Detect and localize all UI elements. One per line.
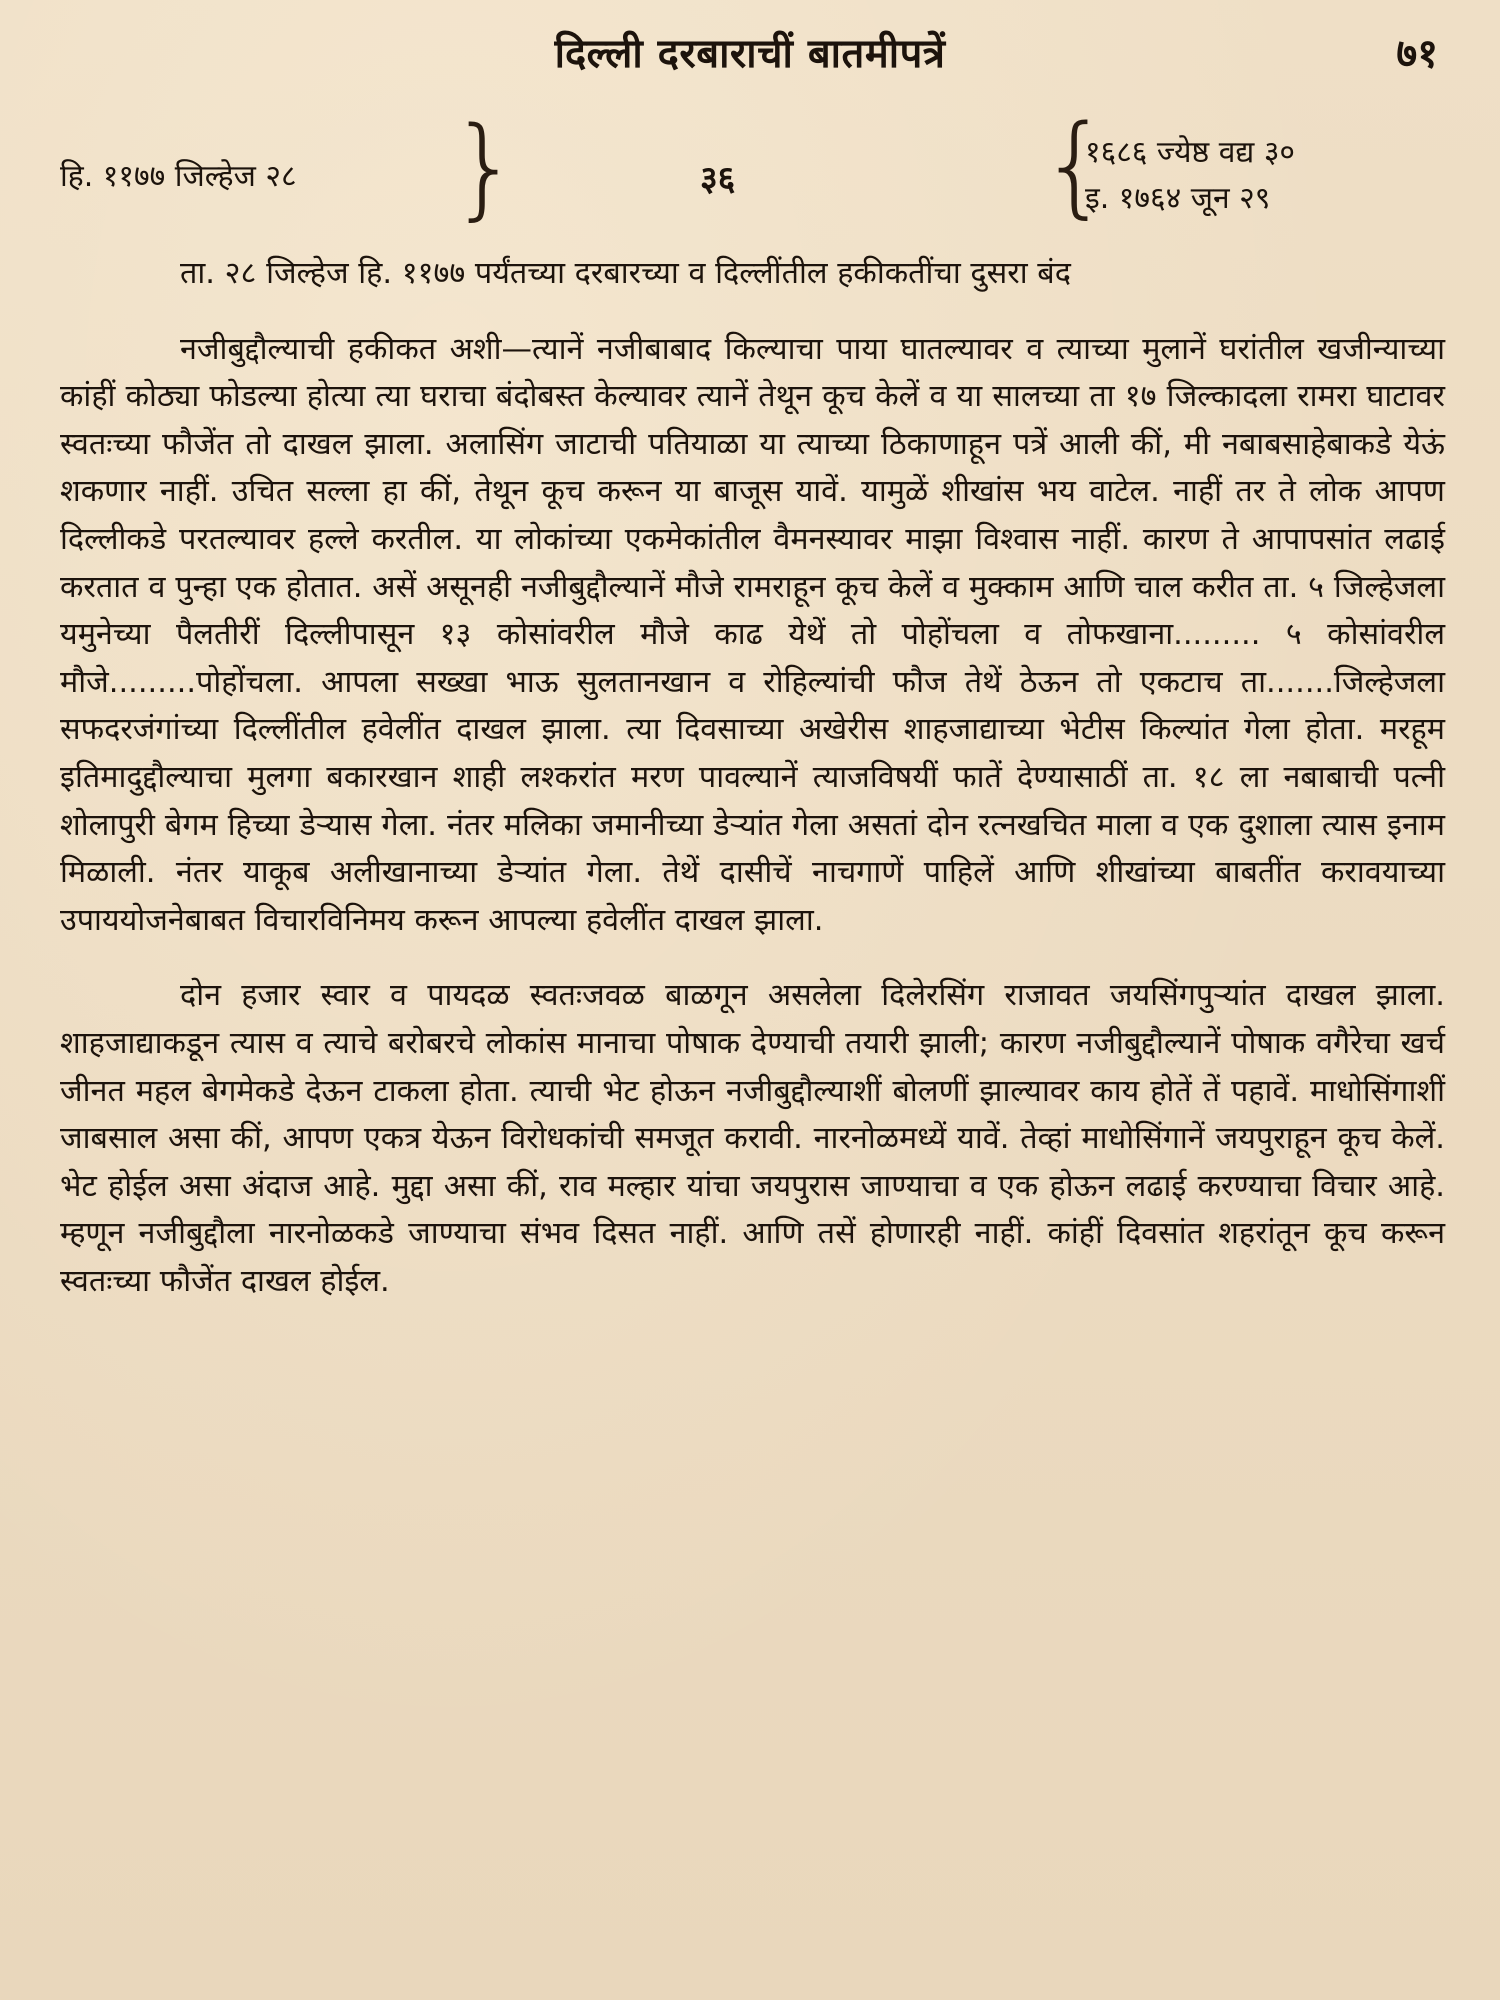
closing-brace-icon: } (450, 103, 520, 231)
running-title: दिल्ली दरबाराचीं बातमीपत्रें (554, 31, 946, 77)
hijri-date: हि. ११७७ जिल्हेज २८ (60, 159, 297, 194)
page-number: ७१ (1396, 31, 1438, 77)
alternate-dates (1085, 130, 1295, 222)
letter-heading-paragraph: ता. २८ जिल्हेज हि. ११७७ पर्यंतच्या दरबारच्या व दिल्लींतील हकीकतींचा दुसरा बंद (180, 256, 1071, 291)
page-header (0, 18, 1500, 78)
opening-brace-icon: { (1040, 101, 1110, 229)
letter-dateline (0, 101, 1500, 231)
letter-number: ३६ (700, 159, 736, 199)
ad-date: इ. १७६४ जून २९ (1085, 181, 1271, 216)
body-paragraph: नजीबुद्दौल्याची हकीकत अशी—त्यानें नजीबाबाद किल्याचा पाया घातल्यावर व त्याच्या मुलानें घरांतील खजीन्याच्या कांहीं कोठ्या फोडल्या होत्या त्या घराचा बंदोबस्त केल्यावर त्यानें तेथून कूच केलें व या सालच्या ता १७ जिल्कादला रामरा घाटावर स्वतःच्या फौजेंत तो दाखल झाला. अलासिंग जाटाची पतियाळा या त्याच्या ठिकाणाहून पत्रें आली कीं, मी नबाबसाहेबाकडे येऊं शकणार नाहीं. उचित सल्ला हा कीं, तेथून कूच करून या बाजूस यावें. यामुळें शीखांस भय वाटेल. नाहीं तर ते लोक आपण दिल्लीकडे परतल्यावर हल्ले करतील. या लोकांच्या एकमेकांतील वैमनस्यावर माझा विश्वास नाहीं. कारण ते आपापसांत लढाई करतात व पुन्हा एक होतात. असें असूनही नजीबुद्दौल्यानें मौजे रामराहून कूच केलें व मुक्काम आणि चाल करीत ता. ५ जिल्हेजला यमुनेच्या पैलतीरीं दिल्लीपासून १३ कोसांवरील मौजे काढ येथें तो पोहोंचला व तोफखाना......... ५ कोसांवरील मौजे.........पोहोंचला. आपला सख्खा भाऊ सुलतानखान व रोहिल्यांची फौज तेथें ठेऊन तो एकटाच ता.......जिल्हेजला सफदरजंगांच्या दिल्लींतील हवेलींत दाखल झाला. त्या दिवसाच्या अखेरीस शाहजाद्याच्या भेटीस किल्यांत गेला होता. मरहूम इतिमादुद्दौल्याचा मुलगा बकारखान शाही लश्करांत मरण पावल्यानें त्याजविषयीं फातें देण्यासाठीं ता. १८ ला नबाबाची पत्नी शोलापुरी बेगम हिच्या डेऱ्यास गेला. नंतर मलिका जमानीच्या डेऱ्यांत गेला असतां दोन रत्नखचित माला व एक दुशाला त्यास इनाम मिळाली. नंतर याकूब अलीखानाच्या डेऱ्यांत गेला. तेथें दासीचें नाचगाणें पाहिलें आणि शीखांच्या बाबतींत करावयाच्या उपाययोजनेबाबत विचारविनिमय करून आपल्या हवेलींत दाखल झाला. (60, 331, 1445, 938)
letter-body (60, 250, 1445, 1305)
shaka-date: १६८६ ज्येष्ठ वद्य ३० (1085, 135, 1296, 170)
body-paragraph: दोन हजार स्वार व पायदळ स्वतःजवळ बाळगून असलेला दिलेरसिंग राजावत जयसिंगपुऱ्यांत दाखल झाला. शाहजाद्याकडून त्यास व त्याचे बरोबरचे लोकांस मानाचा पोषाक देण्याची तयारी झाली; कारण नजीबुद्दौल्यानें पोषाक वगैरेचा खर्च जीनत महल बेगमेकडे देऊन टाकला होता. त्याची भेट होऊन नजीबुद्दौल्याशीं बोलणीं झाल्यावर काय होतें तें पहावें. माधोसिंगाशीं जाबसाल असा कीं, आपण एकत्र येऊन विरोधकांची समजूत करावी. नारनोळमध्यें यावें. तेव्हां माधोसिंगानें जयपुराहून कूच केलें. भेट होईल असा अंदाज आहे. मुद्दा असा कीं, राव मल्हार यांचा जयपुरास जाण्याचा व एक होऊन लढाई करण्याचा विचार आहे. म्हणून नजीबुद्दौला नारनोळकडे जाण्याचा संभव दिसत नाहीं. आणि तसें होणारही नाहीं. कांहीं दिवसांत शहरांतून कूच करून स्वतःच्या फौजेंत दाखल होईल. (60, 978, 1445, 1299)
